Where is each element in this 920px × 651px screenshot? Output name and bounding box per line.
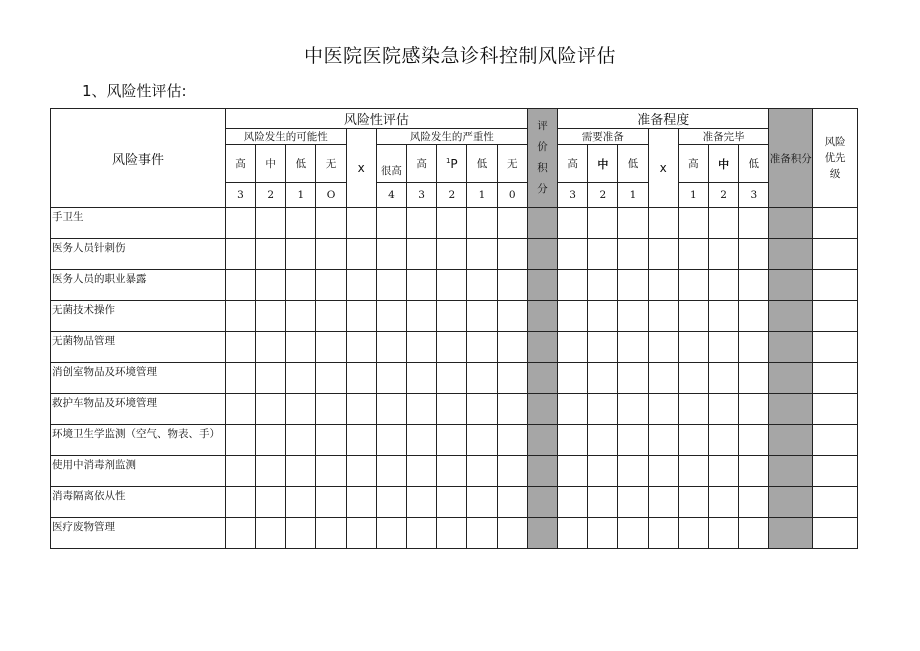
empty-cell [813, 456, 858, 487]
risk-event-label: 使用中消毒剂监测 [51, 456, 226, 487]
empty-cell [527, 332, 557, 363]
likelihood-value-low: 1 [286, 183, 316, 208]
empty-cell [769, 239, 813, 270]
empty-cell [346, 239, 376, 270]
empty-cell [467, 270, 497, 301]
empty-cell [497, 456, 527, 487]
empty-cell [467, 301, 497, 332]
empty-cell [588, 363, 618, 394]
empty-cell [708, 332, 738, 363]
empty-cell [497, 332, 527, 363]
section-heading: 1、风险性评估: [82, 82, 187, 100]
empty-cell [497, 270, 527, 301]
header-score [527, 109, 557, 208]
empty-cell [618, 301, 648, 332]
empty-cell [618, 518, 648, 549]
empty-cell [497, 301, 527, 332]
empty-cell [769, 518, 813, 549]
empty-cell [437, 456, 467, 487]
empty-cell [739, 332, 769, 363]
empty-cell [618, 270, 648, 301]
table-row [51, 270, 858, 301]
empty-cell [467, 363, 497, 394]
empty-cell [527, 239, 557, 270]
table-row [51, 239, 858, 270]
empty-cell [648, 518, 678, 549]
empty-cell [225, 487, 255, 518]
empty-cell [708, 270, 738, 301]
empty-cell [588, 239, 618, 270]
empty-cell [648, 363, 678, 394]
empty-cell [678, 518, 708, 549]
empty-cell [407, 425, 437, 456]
multiply-sign: x [346, 129, 376, 208]
empty-cell [286, 394, 316, 425]
need-value-mid: 2 [588, 183, 618, 208]
empty-cell [256, 456, 286, 487]
table-row [51, 518, 858, 549]
empty-cell [467, 394, 497, 425]
likelihood-level-mid: 中 [256, 145, 286, 183]
empty-cell [346, 456, 376, 487]
empty-cell [708, 456, 738, 487]
empty-cell [225, 301, 255, 332]
empty-cell [316, 518, 346, 549]
empty-cell [437, 301, 467, 332]
empty-cell [497, 425, 527, 456]
empty-cell [558, 332, 588, 363]
empty-cell [558, 425, 588, 456]
severity-level-high: 高 [407, 145, 437, 183]
empty-cell [618, 332, 648, 363]
empty-cell [437, 487, 467, 518]
empty-cell [376, 487, 406, 518]
empty-cell [618, 208, 648, 239]
header-risk-assessment: 风险性评估 [225, 109, 527, 129]
empty-cell [813, 487, 858, 518]
empty-cell [769, 425, 813, 456]
empty-cell [588, 332, 618, 363]
empty-cell [648, 332, 678, 363]
risk-event-label: 无菌技术操作 [51, 301, 226, 332]
empty-cell [467, 239, 497, 270]
empty-cell [437, 332, 467, 363]
empty-cell [225, 363, 255, 394]
severity-value-very-high: 4 [376, 183, 406, 208]
empty-cell [256, 301, 286, 332]
empty-cell [437, 363, 467, 394]
empty-cell [376, 456, 406, 487]
empty-cell [678, 394, 708, 425]
table-row [51, 394, 858, 425]
empty-cell [286, 518, 316, 549]
severity-value-high: 3 [407, 183, 437, 208]
empty-cell [497, 208, 527, 239]
empty-cell [407, 363, 437, 394]
empty-cell [739, 301, 769, 332]
empty-cell [678, 332, 708, 363]
empty-cell [678, 487, 708, 518]
header-priority-line-1: 风险 [824, 136, 846, 148]
empty-cell [739, 270, 769, 301]
empty-cell [618, 425, 648, 456]
empty-cell [286, 270, 316, 301]
empty-cell [813, 301, 858, 332]
header-priority-line-2: 优先 [824, 152, 846, 164]
risk-event-label: 消毒隔离依从性 [51, 487, 226, 518]
empty-cell [316, 208, 346, 239]
empty-cell [256, 270, 286, 301]
empty-cell [437, 425, 467, 456]
empty-cell [437, 270, 467, 301]
empty-cell [376, 363, 406, 394]
severity-level-none: 无 [497, 145, 527, 183]
empty-cell [376, 208, 406, 239]
header-preparedness: 准备程度 [558, 109, 769, 129]
done-value-low: 3 [739, 183, 769, 208]
empty-cell [588, 456, 618, 487]
empty-cell [346, 487, 376, 518]
empty-cell [437, 208, 467, 239]
empty-cell [588, 208, 618, 239]
empty-cell [813, 270, 858, 301]
empty-cell [286, 363, 316, 394]
empty-cell [588, 425, 618, 456]
empty-cell [316, 301, 346, 332]
empty-cell [286, 332, 316, 363]
likelihood-level-none: 无 [316, 145, 346, 183]
empty-cell [769, 270, 813, 301]
empty-cell [256, 487, 286, 518]
empty-cell [376, 270, 406, 301]
need-level-high: 高 [558, 145, 588, 183]
header-likelihood: 风险发生的可能性 [225, 129, 346, 145]
document-title: 中医院医院感染急诊科控制风险评估 [303, 45, 616, 67]
table-row [51, 332, 858, 363]
empty-cell [813, 394, 858, 425]
table-row [51, 425, 858, 456]
empty-cell [437, 239, 467, 270]
empty-cell [376, 394, 406, 425]
empty-cell [558, 208, 588, 239]
empty-cell [618, 239, 648, 270]
empty-cell [376, 301, 406, 332]
table-row [51, 487, 858, 518]
empty-cell [256, 425, 286, 456]
risk-event-label: 医务人员的职业暴露 [51, 270, 226, 301]
empty-cell [708, 301, 738, 332]
severity-mid-label: P [450, 156, 458, 171]
empty-cell [225, 518, 255, 549]
likelihood-level-high: 高 [225, 145, 255, 183]
empty-cell [678, 301, 708, 332]
empty-cell [558, 394, 588, 425]
empty-cell [558, 456, 588, 487]
empty-cell [346, 301, 376, 332]
risk-event-label: 手卫生 [51, 208, 226, 239]
table-row [51, 363, 858, 394]
risk-event-label: 救护车物品及环境管理 [51, 394, 226, 425]
risk-event-label: 医疗废物管理 [51, 518, 226, 549]
empty-cell [286, 301, 316, 332]
empty-cell [618, 394, 648, 425]
empty-cell [813, 425, 858, 456]
empty-cell [678, 425, 708, 456]
done-value-mid: 2 [708, 183, 738, 208]
empty-cell [678, 363, 708, 394]
empty-cell [708, 239, 738, 270]
empty-cell [739, 518, 769, 549]
empty-cell [527, 518, 557, 549]
empty-cell [316, 363, 346, 394]
empty-cell [497, 394, 527, 425]
empty-cell [376, 332, 406, 363]
done-level-high: 高 [678, 145, 708, 183]
empty-cell [225, 425, 255, 456]
empty-cell [407, 518, 437, 549]
empty-cell [558, 487, 588, 518]
empty-cell [739, 394, 769, 425]
empty-cell [708, 518, 738, 549]
empty-cell [527, 456, 557, 487]
empty-cell [648, 456, 678, 487]
empty-cell [739, 363, 769, 394]
empty-cell [708, 425, 738, 456]
empty-cell [648, 239, 678, 270]
empty-cell [588, 487, 618, 518]
empty-cell [467, 487, 497, 518]
empty-cell [225, 208, 255, 239]
empty-cell [256, 518, 286, 549]
empty-cell [527, 208, 557, 239]
empty-cell [618, 363, 648, 394]
empty-cell [286, 425, 316, 456]
header-severity: 风险发生的严重性 [376, 129, 527, 145]
empty-cell [316, 270, 346, 301]
empty-cell [558, 301, 588, 332]
need-level-mid: 中 [588, 145, 618, 183]
empty-cell [225, 332, 255, 363]
empty-cell [346, 363, 376, 394]
empty-cell [497, 239, 527, 270]
empty-cell [527, 270, 557, 301]
empty-cell [769, 487, 813, 518]
empty-cell [708, 394, 738, 425]
severity-value-low: 1 [467, 183, 497, 208]
empty-cell [286, 456, 316, 487]
empty-cell [527, 394, 557, 425]
need-value-high: 3 [558, 183, 588, 208]
empty-cell [558, 518, 588, 549]
empty-cell [407, 301, 437, 332]
empty-cell [739, 425, 769, 456]
done-level-low: 低 [739, 145, 769, 183]
header-score-char-1: 评 [537, 120, 548, 132]
table-row [51, 208, 858, 239]
empty-cell [588, 270, 618, 301]
empty-cell [739, 239, 769, 270]
severity-level-low: 低 [467, 145, 497, 183]
empty-cell [588, 394, 618, 425]
need-value-low: 1 [618, 183, 648, 208]
severity-level-very-high: 很高 [376, 145, 406, 183]
empty-cell [316, 239, 346, 270]
empty-cell [678, 456, 708, 487]
empty-cell [813, 518, 858, 549]
empty-cell [346, 394, 376, 425]
empty-cell [558, 239, 588, 270]
empty-cell [316, 394, 346, 425]
empty-cell [407, 270, 437, 301]
risk-event-label: 无菌物品管理 [51, 332, 226, 363]
empty-cell [437, 394, 467, 425]
empty-cell [346, 518, 376, 549]
empty-cell [813, 208, 858, 239]
header-risk-event: 风险事件 [51, 109, 226, 208]
empty-cell [346, 425, 376, 456]
risk-event-label: 消创室物品及环境管理 [51, 363, 226, 394]
empty-cell [618, 487, 648, 518]
empty-cell [769, 394, 813, 425]
empty-cell [527, 425, 557, 456]
empty-cell [813, 239, 858, 270]
empty-cell [708, 363, 738, 394]
empty-cell [407, 394, 437, 425]
empty-cell [225, 456, 255, 487]
severity-mid-sup: 1 [445, 156, 451, 165]
empty-cell [225, 270, 255, 301]
empty-cell [648, 208, 678, 239]
empty-cell [497, 518, 527, 549]
header-score-char-3: 积 [537, 162, 548, 174]
empty-cell [769, 456, 813, 487]
empty-cell [708, 208, 738, 239]
empty-cell [316, 456, 346, 487]
empty-cell [648, 301, 678, 332]
empty-cell [346, 208, 376, 239]
empty-cell [527, 363, 557, 394]
severity-value-none: 0 [497, 183, 527, 208]
empty-cell [256, 208, 286, 239]
empty-cell [407, 487, 437, 518]
empty-cell [588, 518, 618, 549]
done-value-high: 1 [678, 183, 708, 208]
likelihood-level-low: 低 [286, 145, 316, 183]
empty-cell [437, 518, 467, 549]
header-prep-score: 准备积分 [769, 109, 813, 208]
empty-cell [708, 487, 738, 518]
empty-cell [739, 456, 769, 487]
likelihood-value-high: 3 [225, 183, 255, 208]
empty-cell [407, 208, 437, 239]
empty-cell [256, 363, 286, 394]
empty-cell [256, 394, 286, 425]
empty-cell [256, 239, 286, 270]
empty-cell [739, 208, 769, 239]
empty-cell [813, 363, 858, 394]
empty-cell [346, 270, 376, 301]
empty-cell [648, 270, 678, 301]
empty-cell [316, 487, 346, 518]
risk-event-label: 环境卫生学监测（空气、物表、手） [51, 425, 226, 456]
empty-cell [376, 425, 406, 456]
empty-cell [376, 239, 406, 270]
empty-cell [648, 487, 678, 518]
risk-event-label: 医务人员针刺伤 [51, 239, 226, 270]
empty-cell [407, 239, 437, 270]
header-score-char-4: 分 [537, 183, 548, 195]
empty-cell [527, 301, 557, 332]
risk-assessment-table [50, 108, 858, 549]
multiply-sign-prep: x [648, 129, 678, 208]
severity-level-mid [437, 145, 467, 183]
empty-cell [558, 270, 588, 301]
empty-cell [346, 332, 376, 363]
empty-cell [467, 208, 497, 239]
empty-cell [769, 301, 813, 332]
empty-cell [678, 239, 708, 270]
empty-cell [678, 270, 708, 301]
empty-cell [225, 394, 255, 425]
empty-cell [648, 394, 678, 425]
likelihood-value-none: O [316, 183, 346, 208]
header-priority [813, 109, 858, 208]
empty-cell [316, 425, 346, 456]
empty-cell [286, 487, 316, 518]
header-score-char-2: 价 [537, 141, 548, 153]
empty-cell [467, 518, 497, 549]
empty-cell [467, 425, 497, 456]
empty-cell [256, 332, 286, 363]
empty-cell [316, 332, 346, 363]
table-row [51, 301, 858, 332]
empty-cell [407, 332, 437, 363]
need-level-low: 低 [618, 145, 648, 183]
severity-value-mid: 2 [437, 183, 467, 208]
empty-cell [497, 363, 527, 394]
empty-cell [813, 332, 858, 363]
empty-cell [588, 301, 618, 332]
empty-cell [769, 332, 813, 363]
empty-cell [286, 239, 316, 270]
empty-cell [618, 456, 648, 487]
empty-cell [678, 208, 708, 239]
empty-cell [467, 456, 497, 487]
empty-cell [558, 363, 588, 394]
empty-cell [497, 487, 527, 518]
table-row [51, 456, 858, 487]
empty-cell [225, 239, 255, 270]
empty-cell [739, 487, 769, 518]
header-need-prep: 需要准备 [558, 129, 649, 145]
empty-cell [527, 487, 557, 518]
empty-cell [648, 425, 678, 456]
header-prep-done: 准备完毕 [678, 129, 769, 145]
empty-cell [286, 208, 316, 239]
empty-cell [769, 208, 813, 239]
empty-cell [407, 456, 437, 487]
empty-cell [467, 332, 497, 363]
done-level-mid: 中 [708, 145, 738, 183]
header-priority-line-3: 级 [829, 168, 841, 180]
empty-cell [769, 363, 813, 394]
likelihood-value-mid: 2 [256, 183, 286, 208]
empty-cell [376, 518, 406, 549]
